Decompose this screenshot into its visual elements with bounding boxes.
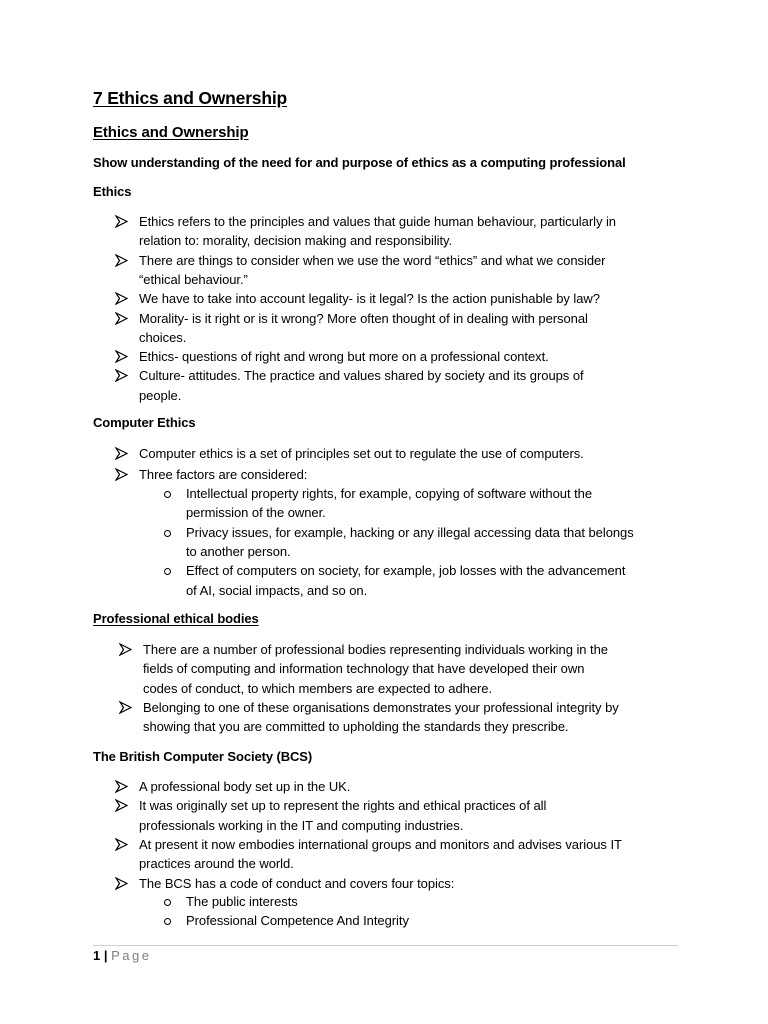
section-title: Ethics and Ownership <box>93 124 249 141</box>
bcs-item-line: A professional body set up in the UK. <box>139 779 351 794</box>
bcs-item-line: At present it now embodies international groups and monitors and advises various IT <box>139 836 622 852</box>
arrowhead-bullet-icon <box>115 292 128 305</box>
arrowhead-bullet-icon <box>115 369 128 382</box>
arrowhead-bullet-icon <box>115 780 128 793</box>
arrowhead-bullet-icon <box>115 215 128 228</box>
ethics-item-line: Culture- attitudes. The practice and values shared by society and its groups of <box>139 368 584 384</box>
ethics-item-line: There are things to consider when we use the word “ethics” and what we consider <box>139 252 606 268</box>
footer-separator: | <box>103 948 108 963</box>
professional-body-item-line: There are a number of professional bodies representing individuals working in the <box>143 642 608 657</box>
circle-bullet-icon <box>164 899 171 906</box>
arrowhead-bullet-icon <box>115 447 128 460</box>
arrowhead-bullet-icon <box>115 468 128 481</box>
bcs-item-line: It was originally set up to represent the rights and ethical practices of all <box>139 798 547 814</box>
bcs-item-line: The BCS has a code of conduct and covers four topics: <box>139 875 455 891</box>
arrowhead-bullet-icon <box>119 643 132 656</box>
page-label: Page <box>111 948 152 963</box>
arrowhead-bullet-icon <box>115 799 128 812</box>
learning-objective: Show understanding of the need for and purpose of ethics as a computing professional <box>93 155 626 170</box>
bcs-item-line: practices around the world. <box>139 856 294 872</box>
arrowhead-bullet-icon <box>115 254 128 267</box>
bcs-item-line: professionals working in the IT and computing industries. <box>139 817 464 833</box>
ethics-item-line: choices. <box>139 329 187 345</box>
arrowhead-bullet-icon <box>115 877 128 890</box>
professional-bodies-heading: Professional ethical bodies <box>93 611 259 626</box>
arrowhead-bullet-icon <box>115 350 128 363</box>
bcs-topic-item-line: Professional Competence And Integrity <box>186 913 409 929</box>
computer-ethics-item-line: Computer ethics is a set of principles set out to regulate the use of computers. <box>139 446 584 461</box>
page-number: 1 <box>93 948 101 963</box>
ethics-item-line: Ethics refers to the principles and values that guide human behaviour, particularly in <box>139 214 616 229</box>
ethics-item-line: “ethical behaviour.” <box>139 271 248 287</box>
bcs-heading: The British Computer Society (BCS) <box>93 749 313 764</box>
professional-body-item-line: fields of computing and information technology that have developed their own <box>143 661 585 677</box>
computer-ethics-item-line: Three factors are considered: <box>139 466 308 482</box>
circle-bullet-icon <box>164 530 171 537</box>
professional-body-item-line: Belonging to one of these organisations demonstrates your professional integrity by <box>143 699 619 715</box>
arrowhead-bullet-icon <box>115 312 128 325</box>
ethics-item-line: people. <box>139 387 182 403</box>
ethics-item-line: Ethics- questions of right and wrong but more on a professional context. <box>139 349 549 365</box>
document-title: 7 Ethics and Ownership <box>93 88 287 108</box>
page-footer <box>93 948 152 963</box>
ethics-heading: Ethics <box>93 184 132 199</box>
factor-item-line: Intellectual property rights, for example, copying of software without the <box>186 486 593 501</box>
factor-item-line: to another person. <box>186 543 291 559</box>
ethics-item-line: Morality- is it right or is it wrong? More often thought of in dealing with personal <box>139 310 588 326</box>
circle-bullet-icon <box>164 918 171 925</box>
arrowhead-bullet-icon <box>119 701 132 714</box>
professional-body-item-line: showing that you are committed to upholding the standards they prescribe. <box>143 719 569 735</box>
professional-body-item-line: codes of conduct, to which members are expected to adhere. <box>143 680 493 696</box>
factor-item-line: of AI, social impacts, and so on. <box>186 582 368 598</box>
arrowhead-bullet-icon <box>115 838 128 851</box>
ethics-item-line: We have to take into account legality- is it legal? Is the action punishable by law? <box>139 291 600 307</box>
factor-item-line: Privacy issues, for example, hacking or any illegal accessing data that belongs <box>186 524 634 540</box>
circle-bullet-icon <box>164 568 171 575</box>
factor-item-line: permission of the owner. <box>186 505 326 521</box>
footer-divider <box>93 945 678 946</box>
circle-bullet-icon <box>164 491 171 498</box>
bcs-topic-item-line: The public interests <box>186 894 298 909</box>
factor-item-line: Effect of computers on society, for example, job losses with the advancement <box>186 563 626 579</box>
ethics-item-line: relation to: morality, decision making and responsibility. <box>139 233 453 249</box>
computer-ethics-heading: Computer Ethics <box>93 415 196 430</box>
